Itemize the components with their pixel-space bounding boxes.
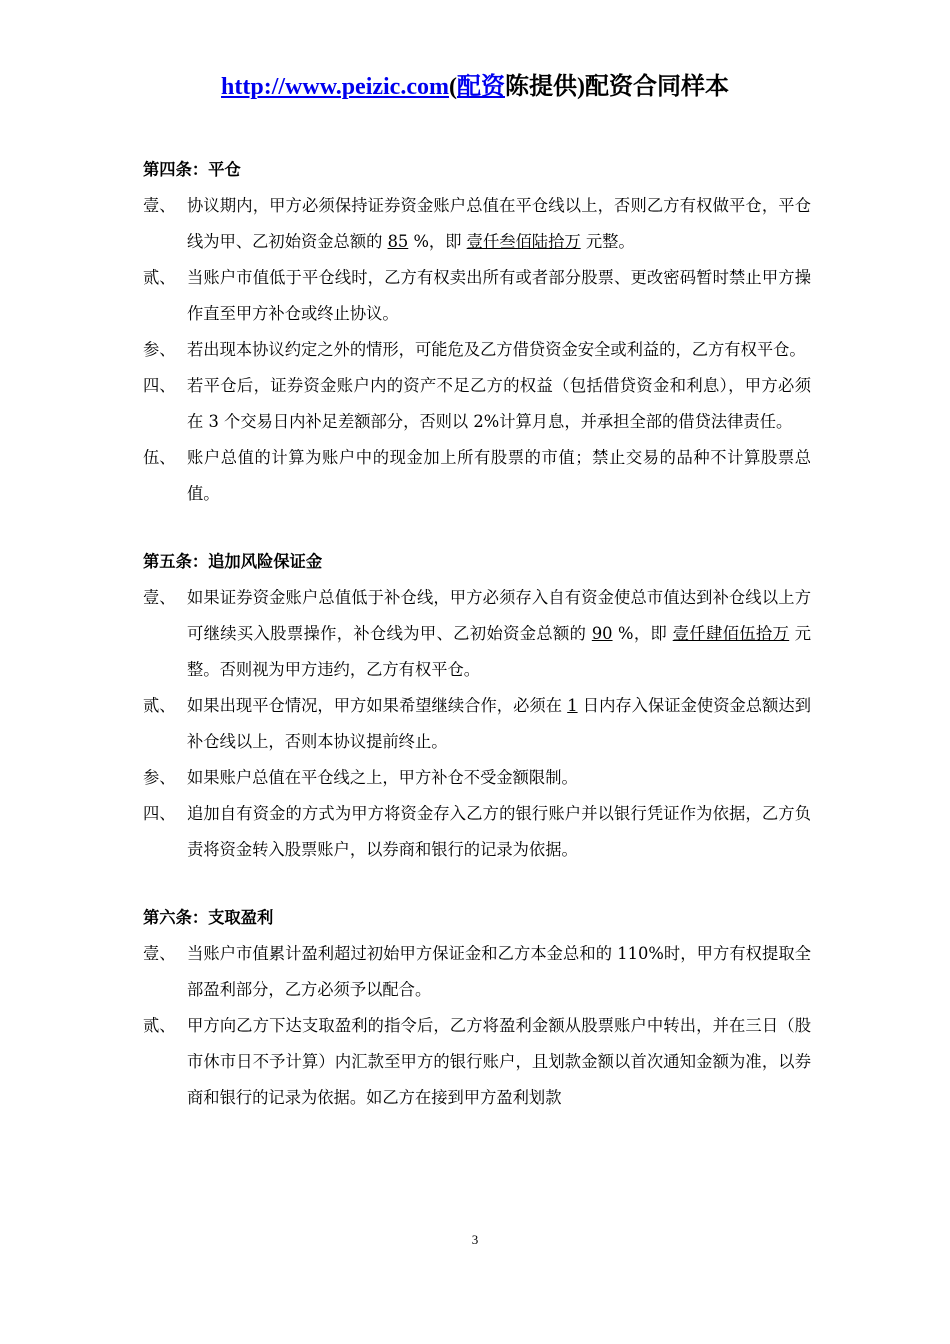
section-title: 第四条：平仓 <box>143 160 241 179</box>
section-title: 第五条：追加风险保证金 <box>143 552 323 571</box>
clause-text: 追加自有资金的方式为甲方将资金存入乙方的银行账户并以银行凭证作为依据，乙方负责将资金转入股票账户，以券商和银行的记录为依据。 <box>187 804 811 859</box>
header-link-word[interactable]: 配资 <box>456 74 505 100</box>
document-header <box>0 66 950 101</box>
clause-number: 参、 <box>143 340 176 359</box>
clause-text: 甲方向乙方下达支取盈利的指令后，乙方将盈利金额从股票账户中转出，并在三日（股市休市日不予计算）内汇款至甲方的银行账户，且划款金额以首次通知金额为准，以券商和银行的记录为依据。如乙方在接到甲方盈利划款 <box>187 1016 811 1107</box>
clause-item <box>143 1008 811 1116</box>
clause-text: 如果账户总值在平仓线之上，甲方补仓不受金额限制。 <box>187 768 578 787</box>
clause-text: 当账户市值低于平仓线时，乙方有权卖出所有或者部分股票、更改密码暂时禁止甲方操作直至甲方补仓或终止协议。 <box>187 268 811 323</box>
section-gap <box>143 512 811 544</box>
clause-item <box>143 332 811 368</box>
clause-text: 协议期内，甲方必须保持证券资金账户总值在平仓线以上，否则乙方有权做平仓，平仓线为甲、乙初始资金总额的 85 %，即 壹仟叁佰陆拾万 元整。 <box>187 196 811 251</box>
clause-number: 四、 <box>143 804 176 823</box>
clause-item <box>143 936 811 1008</box>
underlined-value: 壹仟肆佰伍拾万 <box>672 624 790 643</box>
header-title-rest: 陈提供)配资合同样本 <box>504 74 729 100</box>
clause-number: 壹、 <box>143 588 176 607</box>
document-body <box>143 152 811 1116</box>
clause-text: 当账户市值累计盈利超过初始甲方保证金和乙方本金总和的 110%时，甲方有权提取全部盈利部分，乙方必须予以配合。 <box>187 944 811 999</box>
clause-number: 伍、 <box>143 448 176 467</box>
clause-number: 四、 <box>143 376 176 395</box>
clause-text: 如果出现平仓情况，甲方如果希望继续合作，必须在 1 日内存入保证金使资金总额达到补仓线以上，否则本协议提前终止。 <box>187 696 811 751</box>
clause-number: 贰、 <box>143 268 176 287</box>
underlined-value: 1 <box>567 696 578 715</box>
page-number: 3 <box>471 1232 479 1247</box>
underlined-value: 85 <box>387 232 409 251</box>
clause-number: 贰、 <box>143 1016 176 1035</box>
clause-item <box>143 580 811 688</box>
header-url-link[interactable]: http://www.peizic.com <box>221 74 449 100</box>
header-paren: ( <box>448 74 457 100</box>
clause-text: 如果证券资金账户总值低于补仓线，甲方必须存入自有资金使总市值达到补仓线以上方可继续买入股票操作，补仓线为甲、乙初始资金总额的 90 %，即 壹仟肆佰伍拾万 元整。否则视为甲方违约，乙方有权平仓。 <box>187 588 811 679</box>
clause-number: 壹、 <box>143 944 176 963</box>
clause-text: 若平仓后，证券资金账户内的资产不足乙方的权益（包括借贷资金和利息），甲方必须在 3 个交易日内补足差额部分，否则以 2%计算月息，并承担全部的借贷法律责任。 <box>187 376 811 431</box>
clause-item <box>143 440 811 512</box>
underlined-value: 壹仟叁佰陆拾万 <box>466 232 581 251</box>
clause-item <box>143 760 811 796</box>
section-title: 第六条：支取盈利 <box>143 908 274 927</box>
section-gap <box>143 868 811 900</box>
clause-item <box>143 188 811 260</box>
underlined-value: 90 <box>591 624 613 643</box>
clause-number: 参、 <box>143 768 176 787</box>
clause-text: 账户总值的计算为账户中的现金加上所有股票的市值；禁止交易的品种不计算股票总值。 <box>187 448 811 503</box>
clause-item <box>143 260 811 332</box>
clause-text: 若出现本协议约定之外的情形，可能危及乙方借贷资金安全或利益的，乙方有权平仓。 <box>187 340 806 359</box>
clause-number: 贰、 <box>143 696 176 715</box>
clause-item <box>143 368 811 440</box>
clause-item <box>143 796 811 868</box>
clause-number: 壹、 <box>143 196 176 215</box>
clause-item <box>143 688 811 760</box>
